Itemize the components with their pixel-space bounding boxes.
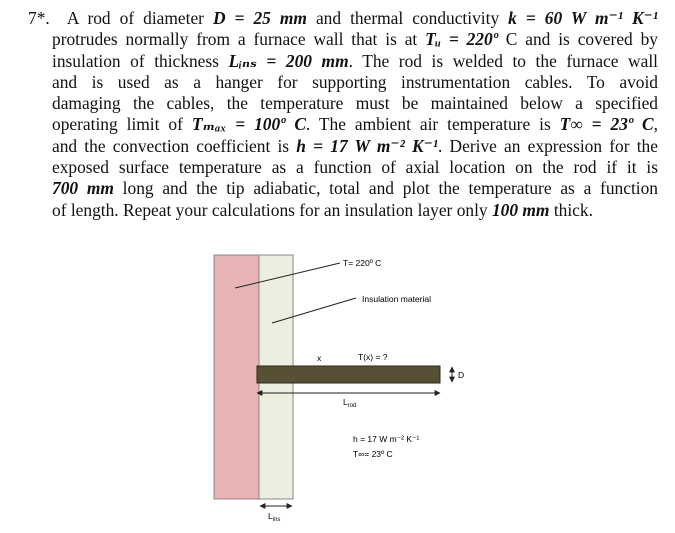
lins-label: $L_{ins}$ (268, 511, 281, 523)
x-label: x (317, 353, 322, 363)
diameter-label: D (458, 370, 465, 380)
problem-line: and is used as a hanger for supporting instrumentation cables. To avoid (52, 71, 658, 92)
problem-line: and the convection coefficient is h = 17 W m⁻² K⁻¹. Derive an expression for the (52, 135, 658, 156)
problem-line: protrudes normally from a furnace wall that is at Tᵤ = 220º C and is covered by (52, 29, 658, 50)
h-label: h = 17 W m⁻² K⁻¹ (353, 434, 420, 444)
furnace-wall (214, 255, 259, 499)
problem-line: 700 mm long and the tip adiabatic, total and plot the temperature as a function (52, 178, 658, 199)
tx-label: T(x) = ? (358, 352, 388, 362)
rod (257, 366, 440, 383)
problem-line: operating limit of Tₘₐₓ = 100º C. The ambient air temperature is T∞ = 23º C, (52, 114, 659, 135)
problem-line: exposed surface temperature as a function of axial location on the rod if it is (52, 157, 658, 178)
insulation-label: Insulation material (362, 294, 431, 304)
problem-line: insulation of thickness Lᵢₙₛ = 200 mm. The rod is welded to the furnace wall (52, 50, 658, 71)
lrod-label: $L_{rod}$ (343, 397, 357, 409)
problem-number: 7*. (28, 8, 50, 28)
problem-line: of length. Repeat your calculations for an insulation layer only 100 mm thick. (52, 199, 593, 220)
wall-temp-label: T= 220º C (343, 258, 382, 268)
problem-line: 7*. A rod of diameter D = 25 mm and thermal conductivity k = 60 W m⁻¹ K⁻¹ (28, 8, 658, 28)
tinf-label: T∞= 23º C (353, 449, 393, 459)
problem-line: damaging the cables, the temperature must be maintained below a specified (52, 93, 658, 114)
